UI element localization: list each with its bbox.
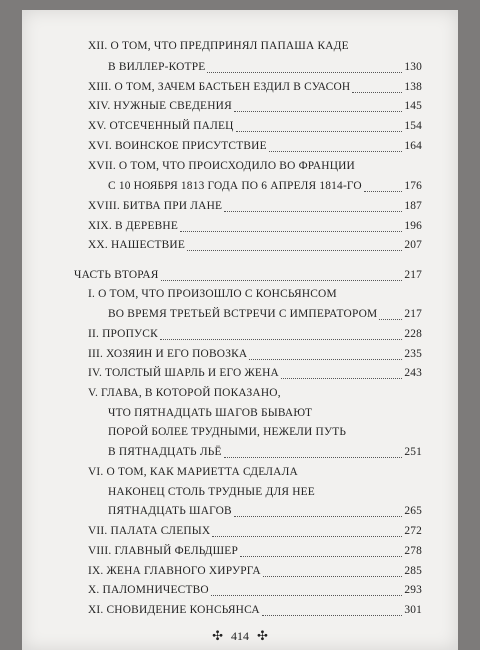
dot-leader <box>207 72 402 73</box>
dot-leader <box>224 211 402 212</box>
page-footer <box>22 628 458 644</box>
dot-leader <box>180 231 402 232</box>
toc-entry-title: IV. ТОЛСТЫЙ ШАРЛЬ И ЕГО ЖЕНА <box>88 367 279 379</box>
toc-entry-page: 207 <box>404 239 422 251</box>
toc-entry-page: 251 <box>404 446 422 458</box>
dot-leader <box>236 131 402 132</box>
toc-row <box>108 308 422 323</box>
toc-row <box>88 604 422 619</box>
toc-row <box>88 328 422 343</box>
dot-leader <box>224 457 402 458</box>
dot-leader <box>352 92 402 93</box>
dot-leader <box>234 516 402 517</box>
toc-entry-title: I. О ТОМ, ЧТО ПРОИЗОШЛО С КОНСЬЯНСОМ <box>88 288 337 300</box>
toc-row <box>108 426 422 441</box>
toc-entry-title: В ПЯТНАДЦАТЬ ЛЬЁ <box>108 446 222 458</box>
toc-entry-page: 154 <box>404 120 422 132</box>
toc-entry-title: VII. ПАЛАТА СЛЕПЫХ <box>88 525 211 537</box>
toc-entry-page: 293 <box>404 584 422 596</box>
dot-leader <box>187 250 402 251</box>
toc-row <box>88 545 422 560</box>
ornament-right-icon: ✣ <box>257 628 268 643</box>
toc-entry-title: XIII. О ТОМ, ЗАЧЕМ БАСТЬЕН ЕЗДИЛ В СУАСОН <box>88 81 351 93</box>
toc-entry-title: XX. НАШЕСТВИЕ <box>88 239 185 251</box>
toc-row <box>88 100 422 115</box>
toc-row <box>88 220 422 235</box>
toc-entry-page: 217 <box>404 308 422 320</box>
table-of-contents <box>22 10 458 650</box>
toc-row <box>88 288 422 303</box>
toc-entry-title: XI. СНОВИДЕНИЕ КОНСЬЯНСА <box>88 604 260 616</box>
dot-leader <box>262 615 402 616</box>
toc-row <box>108 61 422 76</box>
toc-row <box>88 40 422 55</box>
dot-leader <box>212 536 402 537</box>
toc-entry-title: VI. О ТОМ, КАК МАРИЕТТА СДЕЛАЛА <box>88 466 298 478</box>
toc-entry-title: XV. ОТСЕЧЕННЫЙ ПАЛЕЦ <box>88 120 234 132</box>
toc-entry-page: 278 <box>404 545 422 557</box>
toc-entry-page: 285 <box>404 565 422 577</box>
toc-row <box>74 269 422 284</box>
page-number: 414 <box>231 629 249 643</box>
toc-entry-title: II. ПРОПУСК <box>88 328 158 340</box>
toc-row <box>88 140 422 155</box>
toc-entry-page: 265 <box>404 505 422 517</box>
toc-entry-title: XIX. В ДЕРЕВНЕ <box>88 220 178 232</box>
toc-row <box>88 160 422 175</box>
toc-row <box>88 200 422 215</box>
toc-entry-page: 272 <box>404 525 422 537</box>
toc-row <box>88 120 422 135</box>
toc-row <box>108 180 422 195</box>
dot-leader <box>234 111 402 112</box>
toc-entry-title: С 10 НОЯБРЯ 1813 ГОДА ПО 6 АПРЕЛЯ 1814-ГО <box>108 180 362 192</box>
toc-entry-title: ПОРОЙ БОЛЕЕ ТРУДНЫМИ, НЕЖЕЛИ ПУТЬ <box>108 426 347 438</box>
toc-row <box>108 505 422 520</box>
dot-leader <box>249 359 402 360</box>
toc-row <box>108 407 422 422</box>
toc-entry-title: X. ПАЛОМНИЧЕСТВО <box>88 584 209 596</box>
toc-row <box>108 486 422 501</box>
ornament-left-icon: ✣ <box>212 628 223 643</box>
toc-entry-page: 228 <box>404 328 422 340</box>
toc-entry-title: НАКОНЕЦ СТОЛЬ ТРУДНЫЕ ДЛЯ НЕЕ <box>108 486 315 498</box>
toc-entry-page: 196 <box>404 220 422 232</box>
dot-leader <box>211 595 402 596</box>
toc-row <box>88 348 422 363</box>
dot-leader <box>364 191 402 192</box>
dot-leader <box>269 151 402 152</box>
toc-entry-title: XIV. НУЖНЫЕ СВЕДЕНИЯ <box>88 100 232 112</box>
toc-entry-title: VIII. ГЛАВНЫЙ ФЕЛЬДШЕР <box>88 545 239 557</box>
toc-entry-title: XVII. О ТОМ, ЧТО ПРОИСХОДИЛО ВО ФРАНЦИИ <box>88 160 355 172</box>
toc-entry-page: 301 <box>404 604 422 616</box>
toc-entry-page: 187 <box>404 200 422 212</box>
toc-entry-page: 164 <box>404 140 422 152</box>
toc-entry-title: ЧАСТЬ ВТОРАЯ <box>74 269 159 281</box>
toc-entry-title: V. ГЛАВА, В КОТОРОЙ ПОКАЗАНО, <box>88 387 281 399</box>
toc-row <box>88 466 422 481</box>
toc-row <box>88 525 422 540</box>
toc-entry-title: XVIII. БИТВА ПРИ ЛАНЕ <box>88 200 223 212</box>
toc-entry-title: ЧТО ПЯТНАДЦАТЬ ШАГОВ БЫВАЮТ <box>108 407 313 419</box>
toc-entry-page: 176 <box>404 180 422 192</box>
dot-leader <box>240 556 402 557</box>
book-page <box>22 10 458 650</box>
toc-entry-title: В ВИЛЛЕР-КОТРЕ <box>108 61 206 73</box>
toc-entry-title: IX. ЖЕНА ГЛАВНОГО ХИРУРГА <box>88 565 261 577</box>
toc-entry-page: 243 <box>404 367 422 379</box>
toc-row <box>88 367 422 382</box>
toc-entry-title: III. ХОЗЯИН И ЕГО ПОВОЗКА <box>88 348 248 360</box>
toc-entry-page: 130 <box>404 61 422 73</box>
toc-entry-page: 145 <box>404 100 422 112</box>
toc-row <box>88 387 422 402</box>
toc-entry-title: ВО ВРЕМЯ ТРЕТЬЕЙ ВСТРЕЧИ С ИМПЕРАТОРОМ <box>108 308 378 320</box>
dot-leader <box>161 280 402 281</box>
toc-entry-title: XVI. ВОИНСКОЕ ПРИСУТСТВИЕ <box>88 140 267 152</box>
toc-row <box>88 81 422 96</box>
toc-entry-title: ПЯТНАДЦАТЬ ШАГОВ <box>108 505 232 517</box>
toc-entry-page: 138 <box>404 81 422 93</box>
dot-leader <box>379 319 402 320</box>
toc-row <box>88 239 422 254</box>
dot-leader <box>263 576 402 577</box>
dot-leader <box>281 378 402 379</box>
toc-entry-page: 217 <box>404 269 422 281</box>
toc-entry-title: XII. О ТОМ, ЧТО ПРЕДПРИНЯЛ ПАПАША КАДЕ <box>88 40 349 52</box>
toc-row <box>88 584 422 599</box>
dot-leader <box>160 339 402 340</box>
toc-row <box>108 446 422 461</box>
toc-entry-page: 235 <box>404 348 422 360</box>
toc-row <box>88 565 422 580</box>
